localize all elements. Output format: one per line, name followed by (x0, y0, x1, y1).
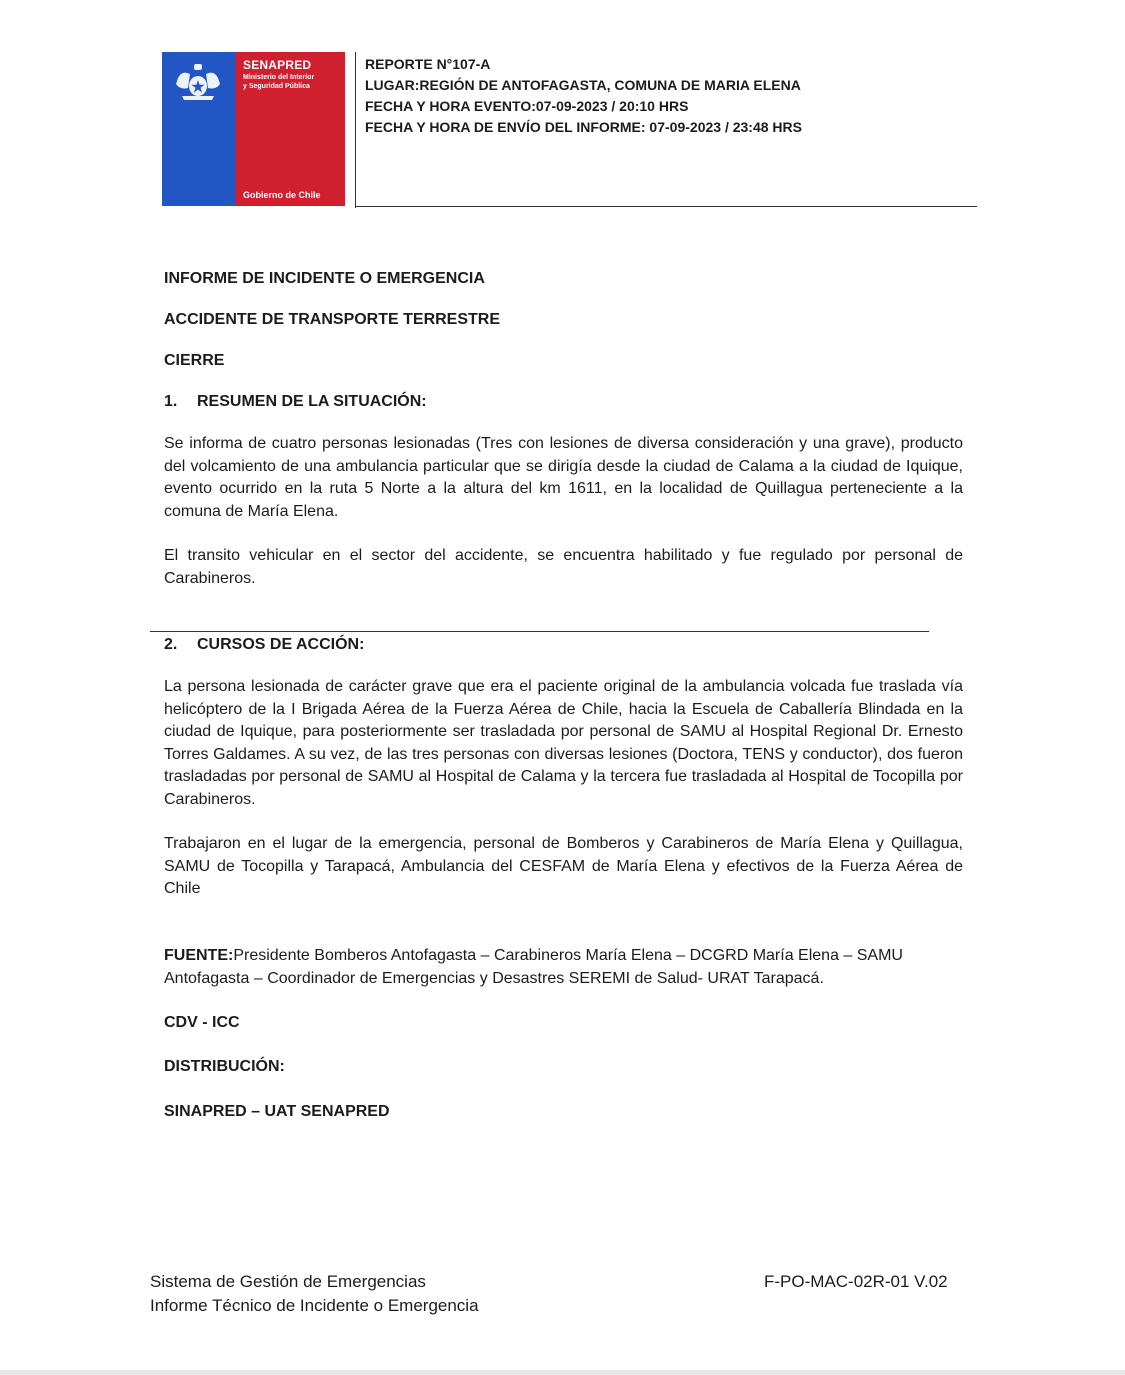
section1-paragraph1: Se informa de cuatro personas lesionadas (Tres con lesiones de diversa consideración y una grave), producto del volcamiento de una ambulancia particular que se dirigía desde la ciudad de Calama a la ciudad de Iquique, evento ocurrido en la ruta 5 Norte a la altura del km 1611, en la localidad de Quillagua perteneciente a la comuna de María Elena. (164, 435, 963, 520)
footer-form-code: F-PO-MAC-02R-01 V.02 (764, 1272, 948, 1291)
section2-title: CURSOS DE ACCIÓN: (197, 636, 365, 653)
cdv-code: CDV - ICC (164, 1014, 240, 1031)
footer-system: Sistema de Gestión de Emergencias (150, 1272, 426, 1291)
footer-report-type: Informe Técnico de Incidente o Emergencia (150, 1296, 479, 1315)
footer-left (150, 1270, 479, 1318)
source-block (164, 945, 963, 990)
source-text: Presidente Bomberos Antofagasta – Carabineros María Elena – DCGRD María Elena – SAMU Antofagasta – Coordinador de Emergencias y Desastres SEREMI de Salud- URAT Tarapacá. (164, 947, 903, 987)
section1-paragraph2: El transito vehicular en el sector del accidente, se encuentra habilitado y fue regulado por personal de Carabineros. (164, 547, 963, 587)
logo-brand: SENAPRED (243, 58, 312, 72)
logo-ministry: Ministerio del Interior y Seguridad Pública (243, 74, 315, 90)
send-datetime: FECHA Y HORA DE ENVÍO DEL INFORME: 07-09-2023 / 23:48 HRS (365, 119, 802, 135)
senapred-logo (162, 52, 345, 206)
report-location: LUGAR:REGIÓN DE ANTOFAGASTA, COMUNA DE MARIA ELENA (365, 77, 801, 93)
section1-heading (164, 393, 427, 411)
section2-paragraph1: La persona lesionada de carácter grave que era el paciente original de la ambulancia volcada fue traslada vía helicóptero de la I Brigada Aérea de la Fuerza Aérea de Chile, hacia la Escuela de Caballería Blindada en la ciudad de Iquique, para posteriormente ser trasladada por personal de SAMU al Hospital Regional Dr. Ernesto Torres Galdames. A su vez, de las tres personas con diversas lesiones (Doctora, TENS y conductor), dos fueron trasladadas por personal de SAMU al Hospital de Calama y la tercera fue trasladada al Hospital de Tocopilla por Carabineros. (164, 678, 963, 808)
report-number: REPORTE N°107-A (365, 56, 491, 72)
distribution-label: DISTRIBUCIÓN: (164, 1058, 285, 1075)
section1-number: 1. (164, 393, 178, 410)
logo-blue-panel (162, 52, 236, 206)
section2-heading (164, 636, 364, 654)
section2-paragraph2: Trabajaron en el lugar de la emergencia, personal de Bomberos y Carabineros de María Elena y Quillagua, SAMU de Tocopilla y Tarapacá, Ambulancia del CESFAM de María Elena y efectivos de la Fuerza Aérea de Chile (164, 835, 963, 897)
section2-number: 2. (164, 636, 178, 653)
section-divider (150, 631, 929, 632)
header-divider-vertical (355, 52, 356, 208)
logo-red-panel (236, 52, 345, 206)
page-bottom-edge (0, 1370, 1125, 1375)
chile-coat-of-arms-icon (168, 56, 228, 106)
event-datetime: FECHA Y HORA EVENTO:07-09-2023 / 20:10 HRS (365, 98, 689, 114)
document-status: CIERRE (164, 352, 225, 369)
header-divider-horizontal (355, 206, 977, 207)
document-subtitle: ACCIDENTE DE TRANSPORTE TERRESTRE (164, 311, 501, 328)
section1-title: RESUMEN DE LA SITUACIÓN: (197, 393, 427, 410)
document-title: INFORME DE INCIDENTE O EMERGENCIA (164, 270, 485, 287)
report-header (365, 54, 802, 138)
source-label: FUENTE: (164, 947, 234, 964)
logo-government: Gobierno de Chile (243, 190, 321, 200)
distribution-list: SINAPRED – UAT SENAPRED (164, 1103, 390, 1120)
